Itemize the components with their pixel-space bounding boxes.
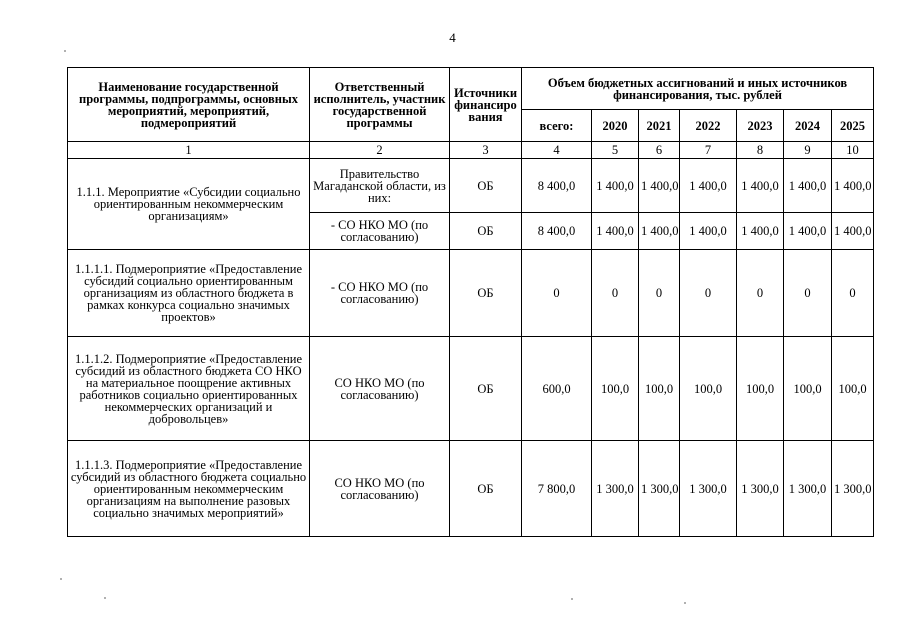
row-name: 1.1.1.1. Подмероприятие «Предоставление субсидий социально ориентированным организациям из областного бюджета в рамках конкурса социально значимых проектов» (68, 250, 310, 337)
header-executor: Ответственный исполнитель, участник государственной программы (310, 68, 450, 142)
table-row (68, 159, 874, 213)
row-year-value: 100,0 (737, 337, 784, 441)
header-name: Наименование государственной программы, подпрограммы, основных мероприятий, мероприятий, подмероприятий (68, 68, 310, 142)
column-number: 7 (680, 142, 737, 159)
row-source: ОБ (450, 159, 522, 213)
scan-speck (684, 602, 686, 604)
row-year-value: 100,0 (784, 337, 832, 441)
row-name: 1.1.1. Мероприятие «Субсидии социально ориентированным некоммерческим организациям» (68, 159, 310, 250)
row-year-value: 1 300,0 (737, 441, 784, 537)
row-year-value: 1 400,0 (639, 159, 680, 213)
row-executor: - СО НКО МО (по согласованию) (310, 213, 450, 250)
column-number: 8 (737, 142, 784, 159)
column-number: 4 (522, 142, 592, 159)
row-year-value: 1 300,0 (784, 441, 832, 537)
row-year-value: 1 400,0 (832, 159, 874, 213)
budget-table (67, 67, 874, 537)
table-row (68, 250, 874, 337)
header-row (68, 68, 874, 110)
column-number: 9 (784, 142, 832, 159)
row-year-value: 1 400,0 (737, 159, 784, 213)
row-year-value: 1 400,0 (737, 213, 784, 250)
column-number: 5 (592, 142, 639, 159)
row-year-value: 0 (784, 250, 832, 337)
row-year-value: 1 400,0 (832, 213, 874, 250)
header-year: 2025 (832, 110, 874, 142)
table-row (68, 441, 874, 537)
row-year-value: 1 400,0 (680, 159, 737, 213)
row-total: 7 800,0 (522, 441, 592, 537)
row-executor: Правительство Магаданской области, из них: (310, 159, 450, 213)
header-total: всего: (522, 110, 592, 142)
row-year-value: 1 400,0 (592, 159, 639, 213)
header-volume: Объем бюджетных ассигнований и иных источников финансирования, тыс. рублей (522, 68, 874, 110)
row-year-value: 0 (639, 250, 680, 337)
row-total: 600,0 (522, 337, 592, 441)
column-number: 6 (639, 142, 680, 159)
row-executor: - СО НКО МО (по согласованию) (310, 250, 450, 337)
row-year-value: 1 300,0 (592, 441, 639, 537)
row-executor: СО НКО МО (по согласованию) (310, 441, 450, 537)
scan-speck (64, 50, 66, 52)
header-sources: Источники финансиро вания (450, 68, 522, 142)
row-year-value: 1 300,0 (639, 441, 680, 537)
row-total: 8 400,0 (522, 213, 592, 250)
row-year-value: 1 300,0 (832, 441, 874, 537)
page-number: 4 (449, 30, 456, 45)
header-year: 2023 (737, 110, 784, 142)
scan-speck (104, 597, 106, 599)
row-year-value: 1 400,0 (592, 213, 639, 250)
row-year-value: 100,0 (592, 337, 639, 441)
row-year-value: 1 400,0 (680, 213, 737, 250)
row-year-value: 1 400,0 (784, 159, 832, 213)
row-year-value: 0 (592, 250, 639, 337)
scan-speck (571, 598, 573, 600)
column-number: 1 (68, 142, 310, 159)
row-year-value: 100,0 (639, 337, 680, 441)
row-executor: СО НКО МО (по согласованию) (310, 337, 450, 441)
row-year-value: 100,0 (832, 337, 874, 441)
row-total: 8 400,0 (522, 159, 592, 213)
row-name: 1.1.1.3. Подмероприятие «Предоставление субсидий из областного бюджета социально ориентированным некоммерческим организациям на выполнение разовых социально значимых мероприятий» (68, 441, 310, 537)
scan-speck (60, 578, 62, 580)
column-number: 10 (832, 142, 874, 159)
row-year-value: 1 300,0 (680, 441, 737, 537)
row-source: ОБ (450, 441, 522, 537)
row-source: ОБ (450, 250, 522, 337)
row-year-value: 1 400,0 (784, 213, 832, 250)
column-number: 2 (310, 142, 450, 159)
header-year: 2024 (784, 110, 832, 142)
column-number: 3 (450, 142, 522, 159)
column-numbers-row (68, 142, 874, 159)
header-year: 2021 (639, 110, 680, 142)
row-source: ОБ (450, 213, 522, 250)
row-source: ОБ (450, 337, 522, 441)
row-year-value: 1 400,0 (639, 213, 680, 250)
row-year-value: 0 (680, 250, 737, 337)
row-year-value: 0 (737, 250, 784, 337)
row-name: 1.1.1.2. Подмероприятие «Предоставление субсидий из областного бюджета СО НКО на материальное поощрение активных работников социально ориентированных некоммерческих организаций и добровольцев» (68, 337, 310, 441)
header-year: 2020 (592, 110, 639, 142)
header-year: 2022 (680, 110, 737, 142)
row-year-value: 0 (832, 250, 874, 337)
row-total: 0 (522, 250, 592, 337)
table-row (68, 337, 874, 441)
row-year-value: 100,0 (680, 337, 737, 441)
